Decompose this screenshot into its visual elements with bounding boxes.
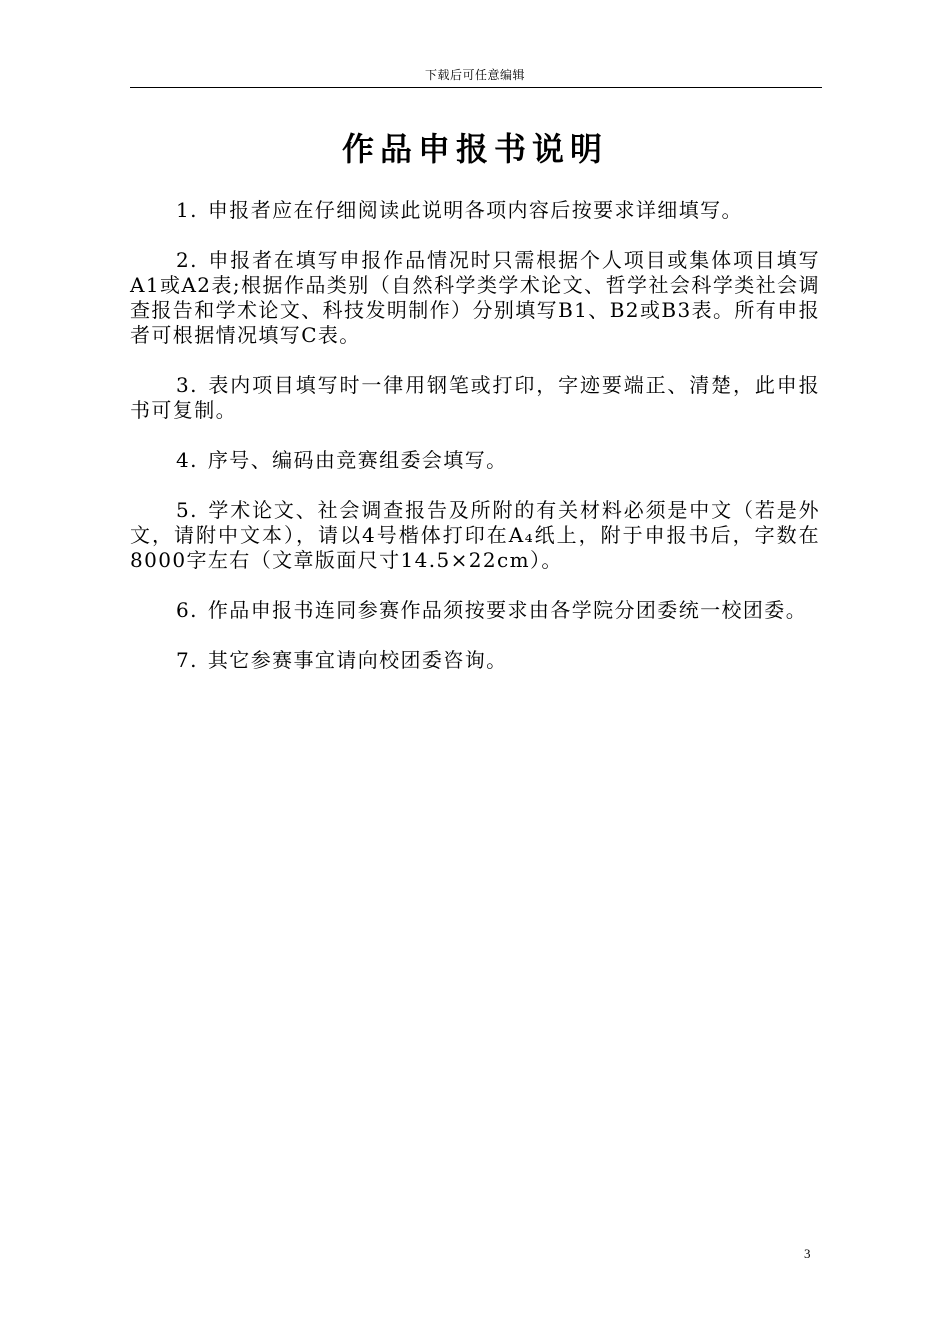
item-number: 2. <box>176 248 198 272</box>
item-text: 申报者在填写申报作品情况时只需根据个人项目或集体项目填写A1或A2表;根据作品类别（自然科学类学术论文、哲学社会科学类社会调查报告和学术论文、科技发明制作）分别填写B1、B2或B3表。所有申报者可根据情况填写C表。 <box>130 248 820 347</box>
instruction-item-3 <box>130 373 820 423</box>
instruction-item-1 <box>130 198 820 223</box>
item-text: 学术论文、社会调查报告及所附的有关材料必须是中文（若是外文，请附中文本），请以4号楷体打印在A₄纸上，附于申报书后，字数在8000字左右（文章版面尺寸14.5×22cm）。 <box>130 498 820 572</box>
item-text: 其它参赛事宜请向校团委咨询。 <box>207 648 508 672</box>
page-number: 3 <box>804 1246 811 1261</box>
header-note: 下载后可任意编辑 <box>424 68 525 82</box>
item-number: 7. <box>176 648 198 672</box>
item-number: 4. <box>176 448 198 472</box>
instruction-item-5 <box>130 498 820 573</box>
item-text: 作品申报书连同参赛作品须按要求由各学院分团委统一校团委。 <box>207 598 808 622</box>
item-text: 序号、编码由竞赛组委会填写。 <box>207 448 508 472</box>
page-title: 作品申报书说明 <box>341 130 608 168</box>
item-text: 申报者应在仔细阅读此说明各项内容后按要求详细填写。 <box>207 198 743 222</box>
item-number: 1. <box>176 198 198 222</box>
item-number: 5. <box>176 498 198 522</box>
instruction-item-7 <box>130 648 820 673</box>
header-divider <box>130 87 822 88</box>
item-text: 表内项目填写时一律用钢笔或打印，字迹要端正、清楚，此申报书可复制。 <box>130 373 820 422</box>
item-number: 6. <box>176 598 198 622</box>
instruction-list <box>130 198 820 698</box>
item-number: 3. <box>176 373 198 397</box>
instruction-item-4 <box>130 448 820 473</box>
instruction-item-2 <box>130 248 820 348</box>
instruction-item-6 <box>130 598 820 623</box>
